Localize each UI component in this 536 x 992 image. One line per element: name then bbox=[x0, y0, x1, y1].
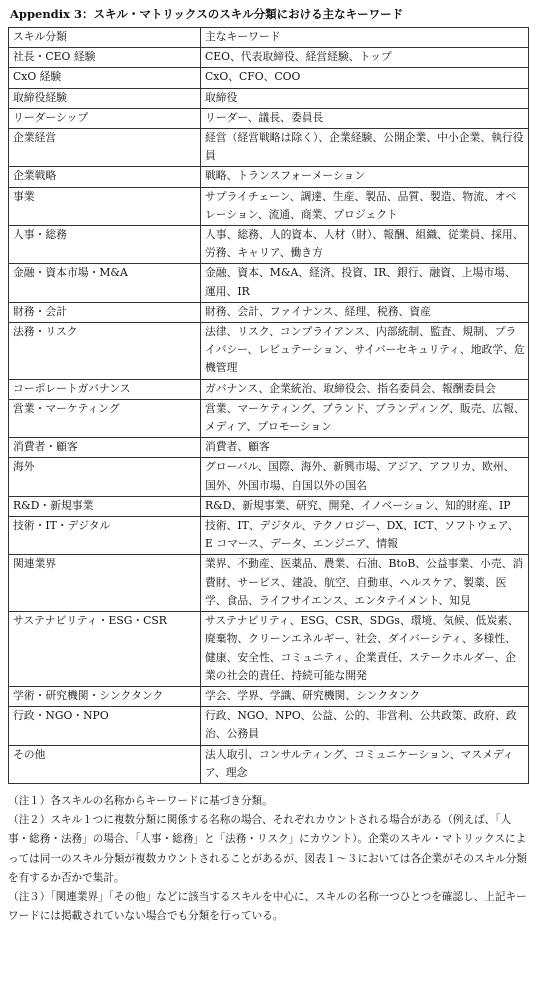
table-row bbox=[9, 686, 529, 706]
table-row bbox=[9, 226, 529, 264]
table-row bbox=[9, 379, 529, 399]
skill-category-cell: 法務・リスク bbox=[9, 323, 201, 380]
table-row bbox=[9, 555, 529, 612]
skill-category-cell: リーダーシップ bbox=[9, 108, 201, 128]
table-row bbox=[9, 68, 529, 88]
skill-category-cell: 営業・マーケティング bbox=[9, 399, 201, 437]
skill-category-cell: 消費者・顧客 bbox=[9, 438, 201, 458]
table-row bbox=[9, 323, 529, 380]
table-row bbox=[9, 438, 529, 458]
keywords-cell: グローバル、国際、海外、新興市場、アジア、アフリカ、欧州、国外、外国市場、自国以外の国名 bbox=[201, 458, 529, 496]
page-title: Appendix 3：スキル・マトリックスのスキル分類における主なキーワード bbox=[10, 7, 404, 21]
skill-category-cell: 海外 bbox=[9, 458, 201, 496]
keywords-cell: ガバナンス、企業統治、取締役会、指名委員会、報酬委員会 bbox=[201, 379, 529, 399]
skill-category-cell: 金融・資本市場・M&A bbox=[9, 264, 201, 302]
keywords-cell: リーダー、議長、委員長 bbox=[201, 108, 529, 128]
skill-category-cell: 企業戦略 bbox=[9, 167, 201, 187]
table-row bbox=[9, 302, 529, 322]
keywords-cell: 経営（経営戦略は除く）、企業経験、公開企業、中小企業、執行役員 bbox=[201, 129, 529, 167]
column-header-keywords: 主なキーワード bbox=[201, 28, 529, 48]
skill-category-cell: 関連業界 bbox=[9, 555, 201, 612]
table-row bbox=[9, 458, 529, 496]
skill-category-cell: R&D・新規事業 bbox=[9, 496, 201, 516]
skill-category-cell: 事業 bbox=[9, 187, 201, 225]
skill-category-cell: コーポレートガバナンス bbox=[9, 379, 201, 399]
skill-category-cell: その他 bbox=[9, 745, 201, 783]
keywords-cell: 行政、NGO、NPO、公益、公的、非営利、公共政策、政府、政治、公務員 bbox=[201, 707, 529, 745]
keywords-cell: 消費者、顧客 bbox=[201, 438, 529, 458]
notes bbox=[8, 792, 530, 926]
keywords-cell: 財務、会計、ファイナンス、経理、税務、資産 bbox=[201, 302, 529, 322]
keywords-cell: サプライチェーン、調達、生産、製品、品質、製造、物流、オペレーション、流通、商業、プロジェクト bbox=[201, 187, 529, 225]
note-1: （注１）各スキルの名称からキーワードに基づき分類。 bbox=[8, 794, 273, 807]
note-2: （注２）スキル１つに複数分類に関係する名称の場合、それぞれカウントされる場合がある（例えば、「人事・総務・法務」の場合、「人事・総務」と「法務・リスク」にカウント）。企業のスキル・マトリックスによっては同一のスキル分類が複数カウントされることがあるが、図表１～３においては各企業がそのスキル分類を有するか否かで集計。 bbox=[8, 814, 527, 884]
table-row bbox=[9, 48, 529, 68]
skill-category-cell: 社長・CEO 経験 bbox=[9, 48, 201, 68]
table-row bbox=[9, 108, 529, 128]
skill-category-cell: 学術・研究機関・シンクタンク bbox=[9, 686, 201, 706]
table-row bbox=[9, 264, 529, 302]
table-row bbox=[9, 399, 529, 437]
table-row bbox=[9, 187, 529, 225]
table-body bbox=[9, 48, 529, 784]
table-row bbox=[9, 707, 529, 745]
keywords-cell: 取締役 bbox=[201, 88, 529, 108]
keywords-cell: 業界、不動産、医薬品、農業、石油、BtoB、公益事業、小売、消費財、サービス、建設、航空、自動車、ヘルスケア、製薬、医学、食品、ライフサイエンス、エンタテイメント、知見 bbox=[201, 555, 529, 612]
table-row bbox=[9, 129, 529, 167]
table-row bbox=[9, 745, 529, 783]
keywords-cell: 金融、資本、M&A、経済、投資、IR、銀行、融資、上場市場、運用、IR bbox=[201, 264, 529, 302]
note-3: （注３）「関連業界」「その他」などに該当するスキルを中心に、スキルの名称一つひとつを確認し、上記キーワードには掲載されていない場合でも分類を行っている。 bbox=[8, 890, 527, 923]
keywords-cell: R&D、新規事業、研究、開発、イノベーション、知的財産、IP bbox=[201, 496, 529, 516]
keywords-cell: 技術、IT、デジタル、テクノロジー、DX、ICT、ソフトウェア、E コマース、データ、エンジニア、情報 bbox=[201, 517, 529, 555]
table-row bbox=[9, 612, 529, 687]
keywords-cell: サステナビリティ、ESG、CSR、SDGs、環境、気候、低炭素、廃棄物、クリーンエネルギー、社会、ダイバーシティ、多様性、健康、安全性、コミュニティ、企業責任、ステークホルダー、企業の社会的責任、持続可能な開発 bbox=[201, 612, 529, 687]
table-header-row bbox=[9, 28, 529, 48]
keywords-cell: CEO、代表取締役、経営経験、トップ bbox=[201, 48, 529, 68]
skill-category-cell: CxO 経験 bbox=[9, 68, 201, 88]
skill-category-cell: 技術・IT・デジタル bbox=[9, 517, 201, 555]
skill-category-cell: 行政・NGO・NPO bbox=[9, 707, 201, 745]
keywords-cell: CxO、CFO、COO bbox=[201, 68, 529, 88]
column-header-category: スキル分類 bbox=[9, 28, 201, 48]
table-row bbox=[9, 88, 529, 108]
table-row bbox=[9, 496, 529, 516]
keywords-cell: 営業、マーケティング、ブランド、ブランディング、販売、広報、メディア、プロモーション bbox=[201, 399, 529, 437]
keywords-cell: 学会、学界、学識、研究機関、シンクタンク bbox=[201, 686, 529, 706]
table-row bbox=[9, 167, 529, 187]
skill-category-cell: 人事・総務 bbox=[9, 226, 201, 264]
skill-category-cell: サステナビリティ・ESG・CSR bbox=[9, 612, 201, 687]
skill-category-cell: 財務・会計 bbox=[9, 302, 201, 322]
skill-category-cell: 取締役経験 bbox=[9, 88, 201, 108]
table-row bbox=[9, 517, 529, 555]
keyword-table bbox=[8, 27, 529, 784]
keywords-cell: 人事、総務、人的資本、人材（財）、報酬、組織、従業員、採用、労務、キャリア、働き方 bbox=[201, 226, 529, 264]
skill-category-cell: 企業経営 bbox=[9, 129, 201, 167]
keywords-cell: 法人取引、コンサルティング、コミュニケーション、マスメディア、理念 bbox=[201, 745, 529, 783]
keywords-cell: 法律、リスク、コンプライアンス、内部統制、監査、規制、プライバシー、レピュテーション、サイバーセキュリティ、地政学、危機管理 bbox=[201, 323, 529, 380]
keywords-cell: 戦略、トランスフォーメーション bbox=[201, 167, 529, 187]
